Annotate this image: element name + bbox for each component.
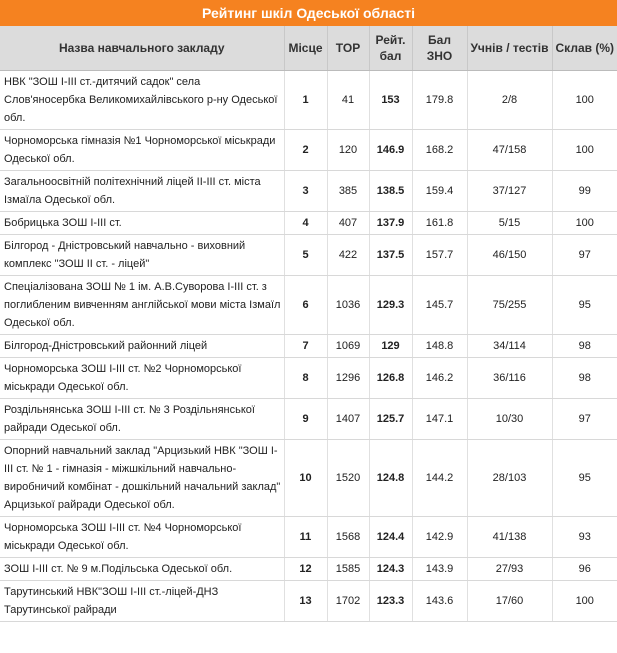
cell-top: 41 xyxy=(327,71,369,130)
cell-top: 1296 xyxy=(327,358,369,399)
ratings-table xyxy=(0,26,617,622)
cell-rating: 126.8 xyxy=(369,358,412,399)
cell-name: НВК "ЗОШ І-ІІІ ст.-дитячий садок" села Слов'яносербка Великомихайлівського р-ну Одеської обл. xyxy=(0,71,284,130)
cell-pass: 96 xyxy=(552,558,617,581)
cell-name: Бобрицька ЗОШ І-ІІІ ст. xyxy=(0,212,284,235)
cell-pass: 98 xyxy=(552,335,617,358)
cell-students: 37/127 xyxy=(467,171,552,212)
cell-top: 120 xyxy=(327,130,369,171)
column-header-name[interactable]: Назва навчального закладу xyxy=(0,26,284,71)
table-row xyxy=(0,358,617,399)
cell-zno: 146.2 xyxy=(412,358,467,399)
cell-place: 8 xyxy=(284,358,327,399)
cell-top: 385 xyxy=(327,171,369,212)
table-row xyxy=(0,335,617,358)
column-header-pass[interactable]: Склав (%) xyxy=(552,26,617,71)
cell-place: 11 xyxy=(284,517,327,558)
cell-students: 5/15 xyxy=(467,212,552,235)
cell-zno: 147.1 xyxy=(412,399,467,440)
table-row xyxy=(0,517,617,558)
cell-place: 12 xyxy=(284,558,327,581)
cell-place: 5 xyxy=(284,235,327,276)
cell-zno: 157.7 xyxy=(412,235,467,276)
table-row xyxy=(0,558,617,581)
cell-zno: 161.8 xyxy=(412,212,467,235)
cell-place: 7 xyxy=(284,335,327,358)
cell-students: 75/255 xyxy=(467,276,552,335)
cell-pass: 98 xyxy=(552,358,617,399)
column-header-students[interactable]: Учнів / тестів xyxy=(467,26,552,71)
cell-students: 2/8 xyxy=(467,71,552,130)
cell-pass: 93 xyxy=(552,517,617,558)
cell-place: 13 xyxy=(284,581,327,622)
cell-rating: 125.7 xyxy=(369,399,412,440)
cell-zno: 145.7 xyxy=(412,276,467,335)
cell-name: Білгород - Дністровський навчально - виховний комплекс "ЗОШ ІІ ст. - ліцей" xyxy=(0,235,284,276)
cell-students: 46/150 xyxy=(467,235,552,276)
cell-pass: 95 xyxy=(552,440,617,517)
cell-zno: 159.4 xyxy=(412,171,467,212)
cell-top: 1585 xyxy=(327,558,369,581)
cell-rating: 137.5 xyxy=(369,235,412,276)
table-row xyxy=(0,171,617,212)
cell-name: Чорноморська гімназія №1 Чорноморської міськради Одеської обл. xyxy=(0,130,284,171)
cell-top: 1407 xyxy=(327,399,369,440)
cell-place: 4 xyxy=(284,212,327,235)
table-row xyxy=(0,235,617,276)
table-row xyxy=(0,130,617,171)
cell-rating: 129 xyxy=(369,335,412,358)
cell-rating: 129.3 xyxy=(369,276,412,335)
cell-students: 17/60 xyxy=(467,581,552,622)
table-row xyxy=(0,440,617,517)
cell-students: 27/93 xyxy=(467,558,552,581)
cell-zno: 148.8 xyxy=(412,335,467,358)
cell-zno: 144.2 xyxy=(412,440,467,517)
cell-name: Опорний навчальний заклад "Арцизький НВК "ЗОШ І-ІІІ ст. № 1 - гімназія - міжшкільний навчально-виробничий комбінат - дошкільний начальний заклад" Арцизької райради Одеської обл. xyxy=(0,440,284,517)
cell-students: 47/158 xyxy=(467,130,552,171)
cell-students: 34/114 xyxy=(467,335,552,358)
table-row xyxy=(0,71,617,130)
cell-pass: 100 xyxy=(552,71,617,130)
cell-rating: 153 xyxy=(369,71,412,130)
cell-place: 3 xyxy=(284,171,327,212)
cell-top: 1702 xyxy=(327,581,369,622)
column-header-place[interactable]: Місце xyxy=(284,26,327,71)
cell-pass: 97 xyxy=(552,399,617,440)
table-header xyxy=(0,26,617,71)
cell-place: 2 xyxy=(284,130,327,171)
cell-pass: 100 xyxy=(552,212,617,235)
table-title: Рейтинг шкіл Одеської області xyxy=(0,0,617,26)
table-row xyxy=(0,399,617,440)
cell-rating: 124.8 xyxy=(369,440,412,517)
cell-name: Спеціалізована ЗОШ № 1 ім. А.В.Суворова І-ІІІ ст. з поглибленим вивченням англійської мови міста Ізмаїл Одеської обл. xyxy=(0,276,284,335)
cell-name: Тарутинський НВК"ЗОШ І-ІІІ ст.-ліцей-ДНЗ Тарутинської райради xyxy=(0,581,284,622)
cell-students: 28/103 xyxy=(467,440,552,517)
cell-name: Білгород-Дністровський районний ліцей xyxy=(0,335,284,358)
cell-top: 1069 xyxy=(327,335,369,358)
column-header-zno[interactable]: Бал ЗНО xyxy=(412,26,467,71)
cell-rating: 124.4 xyxy=(369,517,412,558)
cell-place: 1 xyxy=(284,71,327,130)
cell-place: 10 xyxy=(284,440,327,517)
cell-rating: 137.9 xyxy=(369,212,412,235)
table-row xyxy=(0,212,617,235)
cell-top: 1036 xyxy=(327,276,369,335)
cell-name: Чорноморська ЗОШ І-ІІІ ст. №4 Чорноморської міськради Одеської обл. xyxy=(0,517,284,558)
cell-zno: 168.2 xyxy=(412,130,467,171)
cell-zno: 143.9 xyxy=(412,558,467,581)
cell-students: 41/138 xyxy=(467,517,552,558)
cell-place: 6 xyxy=(284,276,327,335)
cell-pass: 99 xyxy=(552,171,617,212)
table-body xyxy=(0,71,617,622)
column-header-rating[interactable]: Рейт. бал xyxy=(369,26,412,71)
cell-zno: 143.6 xyxy=(412,581,467,622)
cell-top: 422 xyxy=(327,235,369,276)
cell-pass: 97 xyxy=(552,235,617,276)
column-header-top[interactable]: TOP xyxy=(327,26,369,71)
cell-name: Загальноосвітній політехнічний ліцей ІІ-ІІІ ст. міста Ізмаїла Одеської обл. xyxy=(0,171,284,212)
cell-name: Роздільнянська ЗОШ І-ІІІ ст. № 3 Роздільнянської райради Одеської обл. xyxy=(0,399,284,440)
cell-top: 407 xyxy=(327,212,369,235)
cell-rating: 146.9 xyxy=(369,130,412,171)
cell-zno: 142.9 xyxy=(412,517,467,558)
cell-place: 9 xyxy=(284,399,327,440)
cell-pass: 95 xyxy=(552,276,617,335)
table-row xyxy=(0,276,617,335)
cell-name: Чорноморська ЗОШ І-ІІІ ст. №2 Чорноморської міськради Одеської обл. xyxy=(0,358,284,399)
cell-zno: 179.8 xyxy=(412,71,467,130)
cell-top: 1568 xyxy=(327,517,369,558)
cell-pass: 100 xyxy=(552,130,617,171)
table-row xyxy=(0,581,617,622)
cell-rating: 123.3 xyxy=(369,581,412,622)
cell-top: 1520 xyxy=(327,440,369,517)
cell-students: 10/30 xyxy=(467,399,552,440)
cell-name: ЗОШ І-ІІІ ст. № 9 м.Подільська Одеської обл. xyxy=(0,558,284,581)
cell-students: 36/116 xyxy=(467,358,552,399)
cell-rating: 124.3 xyxy=(369,558,412,581)
cell-rating: 138.5 xyxy=(369,171,412,212)
cell-pass: 100 xyxy=(552,581,617,622)
